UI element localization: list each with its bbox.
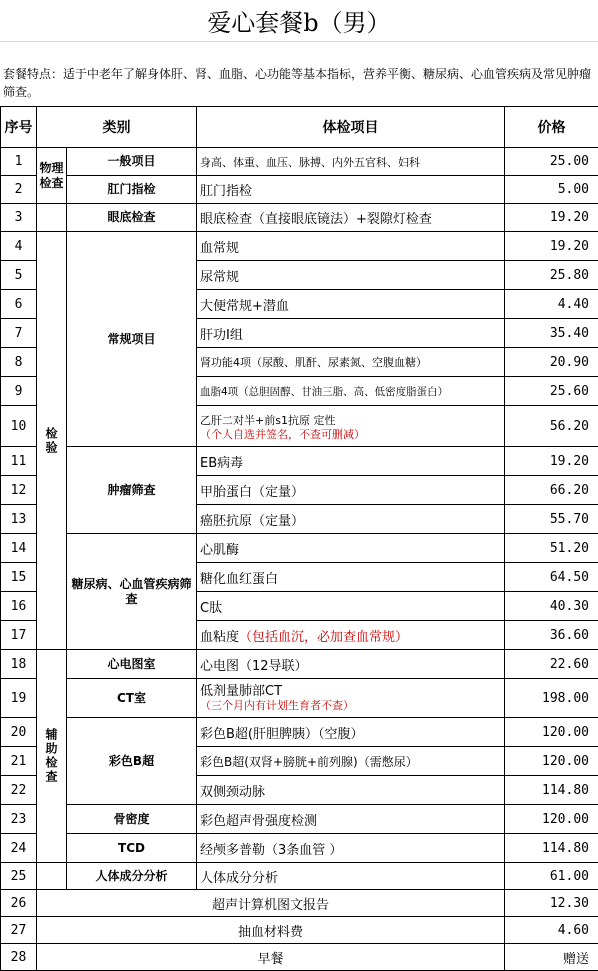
table-row <box>1 204 598 232</box>
table-row <box>1 718 598 747</box>
item-price: 120.00 <box>505 805 598 834</box>
row-number: 14 <box>1 534 37 563</box>
row-number: 1 <box>1 148 37 176</box>
row-number: 12 <box>1 476 37 505</box>
item-name: 肝功Ⅰ组 <box>197 319 505 348</box>
item-name-cell <box>197 621 505 650</box>
item-name: 血脂4项（总胆固醇、甘油三脂、高、低密度脂蛋白） <box>197 377 505 406</box>
category-tumor: 肿瘤筛查 <box>67 447 197 534</box>
item-name: 尿常规 <box>197 261 505 290</box>
row-number: 26 <box>1 890 37 917</box>
item-price: 22.60 <box>505 650 598 679</box>
empty-cell <box>37 863 67 890</box>
table-row <box>1 863 598 890</box>
row-number: 10 <box>1 406 37 447</box>
table-row <box>1 917 598 944</box>
category-ecg: 心电图室 <box>67 650 197 679</box>
item-price: 4.40 <box>505 290 598 319</box>
item-note: （三个月内有计划生育者不查） <box>200 699 504 712</box>
item-name: 经颅多普勒（3条血管 ） <box>197 834 505 863</box>
item-note: （个人自选并签名，不查可删减） <box>200 428 504 441</box>
item-name: 眼底检查（直接眼底镜法）+裂隙灯检查 <box>197 204 505 232</box>
category-general: 一般项目 <box>67 148 197 176</box>
item-price: 19.20 <box>505 232 598 261</box>
item-name-cell <box>197 679 505 718</box>
table-row <box>1 447 598 476</box>
item-price: 5.00 <box>505 176 598 204</box>
item-note: （包括血沉，必加查血常规） <box>239 630 408 645</box>
item-price: 25.80 <box>505 261 598 290</box>
group-physical: 物理检查 <box>37 148 67 204</box>
group-aux <box>37 650 67 863</box>
package-description: 套餐特点：适于中老年了解身体肝、肾、血脂、心功能等基本指标，营养平衡、糖尿病、心血管疾病及常见肿瘤筛查。 <box>3 65 595 101</box>
item-name: 血常规 <box>197 232 505 261</box>
row-number: 5 <box>1 261 37 290</box>
row-number: 13 <box>1 505 37 534</box>
table-header <box>1 107 598 148</box>
item-name: 彩色B超(肝胆脾胰）（空腹） <box>197 718 505 747</box>
item-price: 64.50 <box>505 563 598 592</box>
row-number: 8 <box>1 348 37 377</box>
item-price: 12.30 <box>505 890 598 917</box>
table-row <box>1 176 598 204</box>
item-name-cell <box>197 406 505 447</box>
item-name: C肽 <box>197 592 505 621</box>
row-number: 24 <box>1 834 37 863</box>
category-color-b: 彩色B超 <box>67 718 197 805</box>
table-row <box>1 534 598 563</box>
item-name: 超声计算机图文报告 <box>37 890 505 917</box>
item-name: 彩色超声骨强度检测 <box>197 805 505 834</box>
item-price: 25.60 <box>505 377 598 406</box>
item-name: 抽血材料费 <box>37 917 505 944</box>
item-name: 心肌酶 <box>197 534 505 563</box>
row-number: 6 <box>1 290 37 319</box>
item-name: 甲胎蛋白（定量） <box>197 476 505 505</box>
header-no: 序号 <box>1 107 37 148</box>
item-price: 198.00 <box>505 679 598 718</box>
row-number: 4 <box>1 232 37 261</box>
category-diabetes: 糖尿病、心血管疾病筛查 <box>67 534 197 650</box>
item-price: 114.80 <box>505 834 598 863</box>
item-price: 66.20 <box>505 476 598 505</box>
item-name: 彩色B超(双肾+膀胱+前列腺)（需憋尿） <box>197 747 505 776</box>
spacer-row <box>0 41 598 66</box>
item-price: 20.90 <box>505 348 598 377</box>
row-number: 11 <box>1 447 37 476</box>
row-number: 25 <box>1 863 37 890</box>
row-number: 23 <box>1 805 37 834</box>
row-number: 21 <box>1 747 37 776</box>
group-lab-label: 检验 <box>43 427 60 455</box>
table-row <box>1 944 598 971</box>
table-row <box>1 834 598 863</box>
row-number: 28 <box>1 944 37 971</box>
item-price: 4.60 <box>505 917 598 944</box>
row-number: 16 <box>1 592 37 621</box>
item-name: 糖化血红蛋白 <box>197 563 505 592</box>
item-price: 55.70 <box>505 505 598 534</box>
item-name: 大便常规+潜血 <box>197 290 505 319</box>
category-anal: 肛门指检 <box>67 176 197 204</box>
row-number: 18 <box>1 650 37 679</box>
table-row <box>1 805 598 834</box>
row-number: 17 <box>1 621 37 650</box>
item-price: 51.20 <box>505 534 598 563</box>
page-title: 爱心套餐b（男） <box>0 0 598 41</box>
header-price: 价格 <box>505 107 598 148</box>
item-name: 乙肝二对半+前s1抗原 定性 <box>200 414 335 427</box>
item-name: 人体成分分析 <box>197 863 505 890</box>
category-routine: 常规项目 <box>67 232 197 447</box>
category-bone: 骨密度 <box>67 805 197 834</box>
table-row <box>1 890 598 917</box>
row-number: 2 <box>1 176 37 204</box>
item-name: 血粘度 <box>200 630 239 645</box>
item-price: 19.20 <box>505 204 598 232</box>
item-price: 25.00 <box>505 148 598 176</box>
item-name: 双侧颈动脉 <box>197 776 505 805</box>
table-row <box>1 679 598 718</box>
table-row <box>1 148 598 176</box>
row-number: 9 <box>1 377 37 406</box>
item-price: 赠送 <box>505 944 598 971</box>
item-name: 癌胚抗原（定量） <box>197 505 505 534</box>
row-number: 20 <box>1 718 37 747</box>
table-row <box>1 650 598 679</box>
item-price: 61.00 <box>505 863 598 890</box>
group-lab <box>37 232 67 650</box>
item-price: 114.80 <box>505 776 598 805</box>
item-price: 36.60 <box>505 621 598 650</box>
item-price: 35.40 <box>505 319 598 348</box>
category-body: 人体成分分析 <box>67 863 197 890</box>
item-name: 肾功能4项（尿酸、肌酐、尿素氮、空腹血糖） <box>197 348 505 377</box>
row-number: 22 <box>1 776 37 805</box>
checkup-table <box>0 106 598 971</box>
item-price: 19.20 <box>505 447 598 476</box>
item-price: 120.00 <box>505 718 598 747</box>
item-name: 肛门指检 <box>197 176 505 204</box>
category-fundus: 眼底检查 <box>67 204 197 232</box>
item-name: EB病毒 <box>197 447 505 476</box>
row-number: 19 <box>1 679 37 718</box>
group-aux-label: 辅助检查 <box>43 728 60 784</box>
category-tcd: TCD <box>67 834 197 863</box>
empty-cell <box>37 204 67 232</box>
item-name: 心电图（12导联） <box>197 650 505 679</box>
header-item: 体检项目 <box>197 107 505 148</box>
row-number: 3 <box>1 204 37 232</box>
item-name: 早餐 <box>37 944 505 971</box>
category-ct: CT室 <box>67 679 197 718</box>
header-category: 类别 <box>37 107 197 148</box>
item-price: 40.30 <box>505 592 598 621</box>
item-price: 120.00 <box>505 747 598 776</box>
item-name: 低剂量肺部CT <box>200 684 504 699</box>
item-price: 56.20 <box>505 406 598 447</box>
row-number: 27 <box>1 917 37 944</box>
item-name: 身高、体重、血压、脉搏、内外五官科、妇科 <box>197 148 505 176</box>
row-number: 15 <box>1 563 37 592</box>
table-row <box>1 232 598 261</box>
row-number: 7 <box>1 319 37 348</box>
